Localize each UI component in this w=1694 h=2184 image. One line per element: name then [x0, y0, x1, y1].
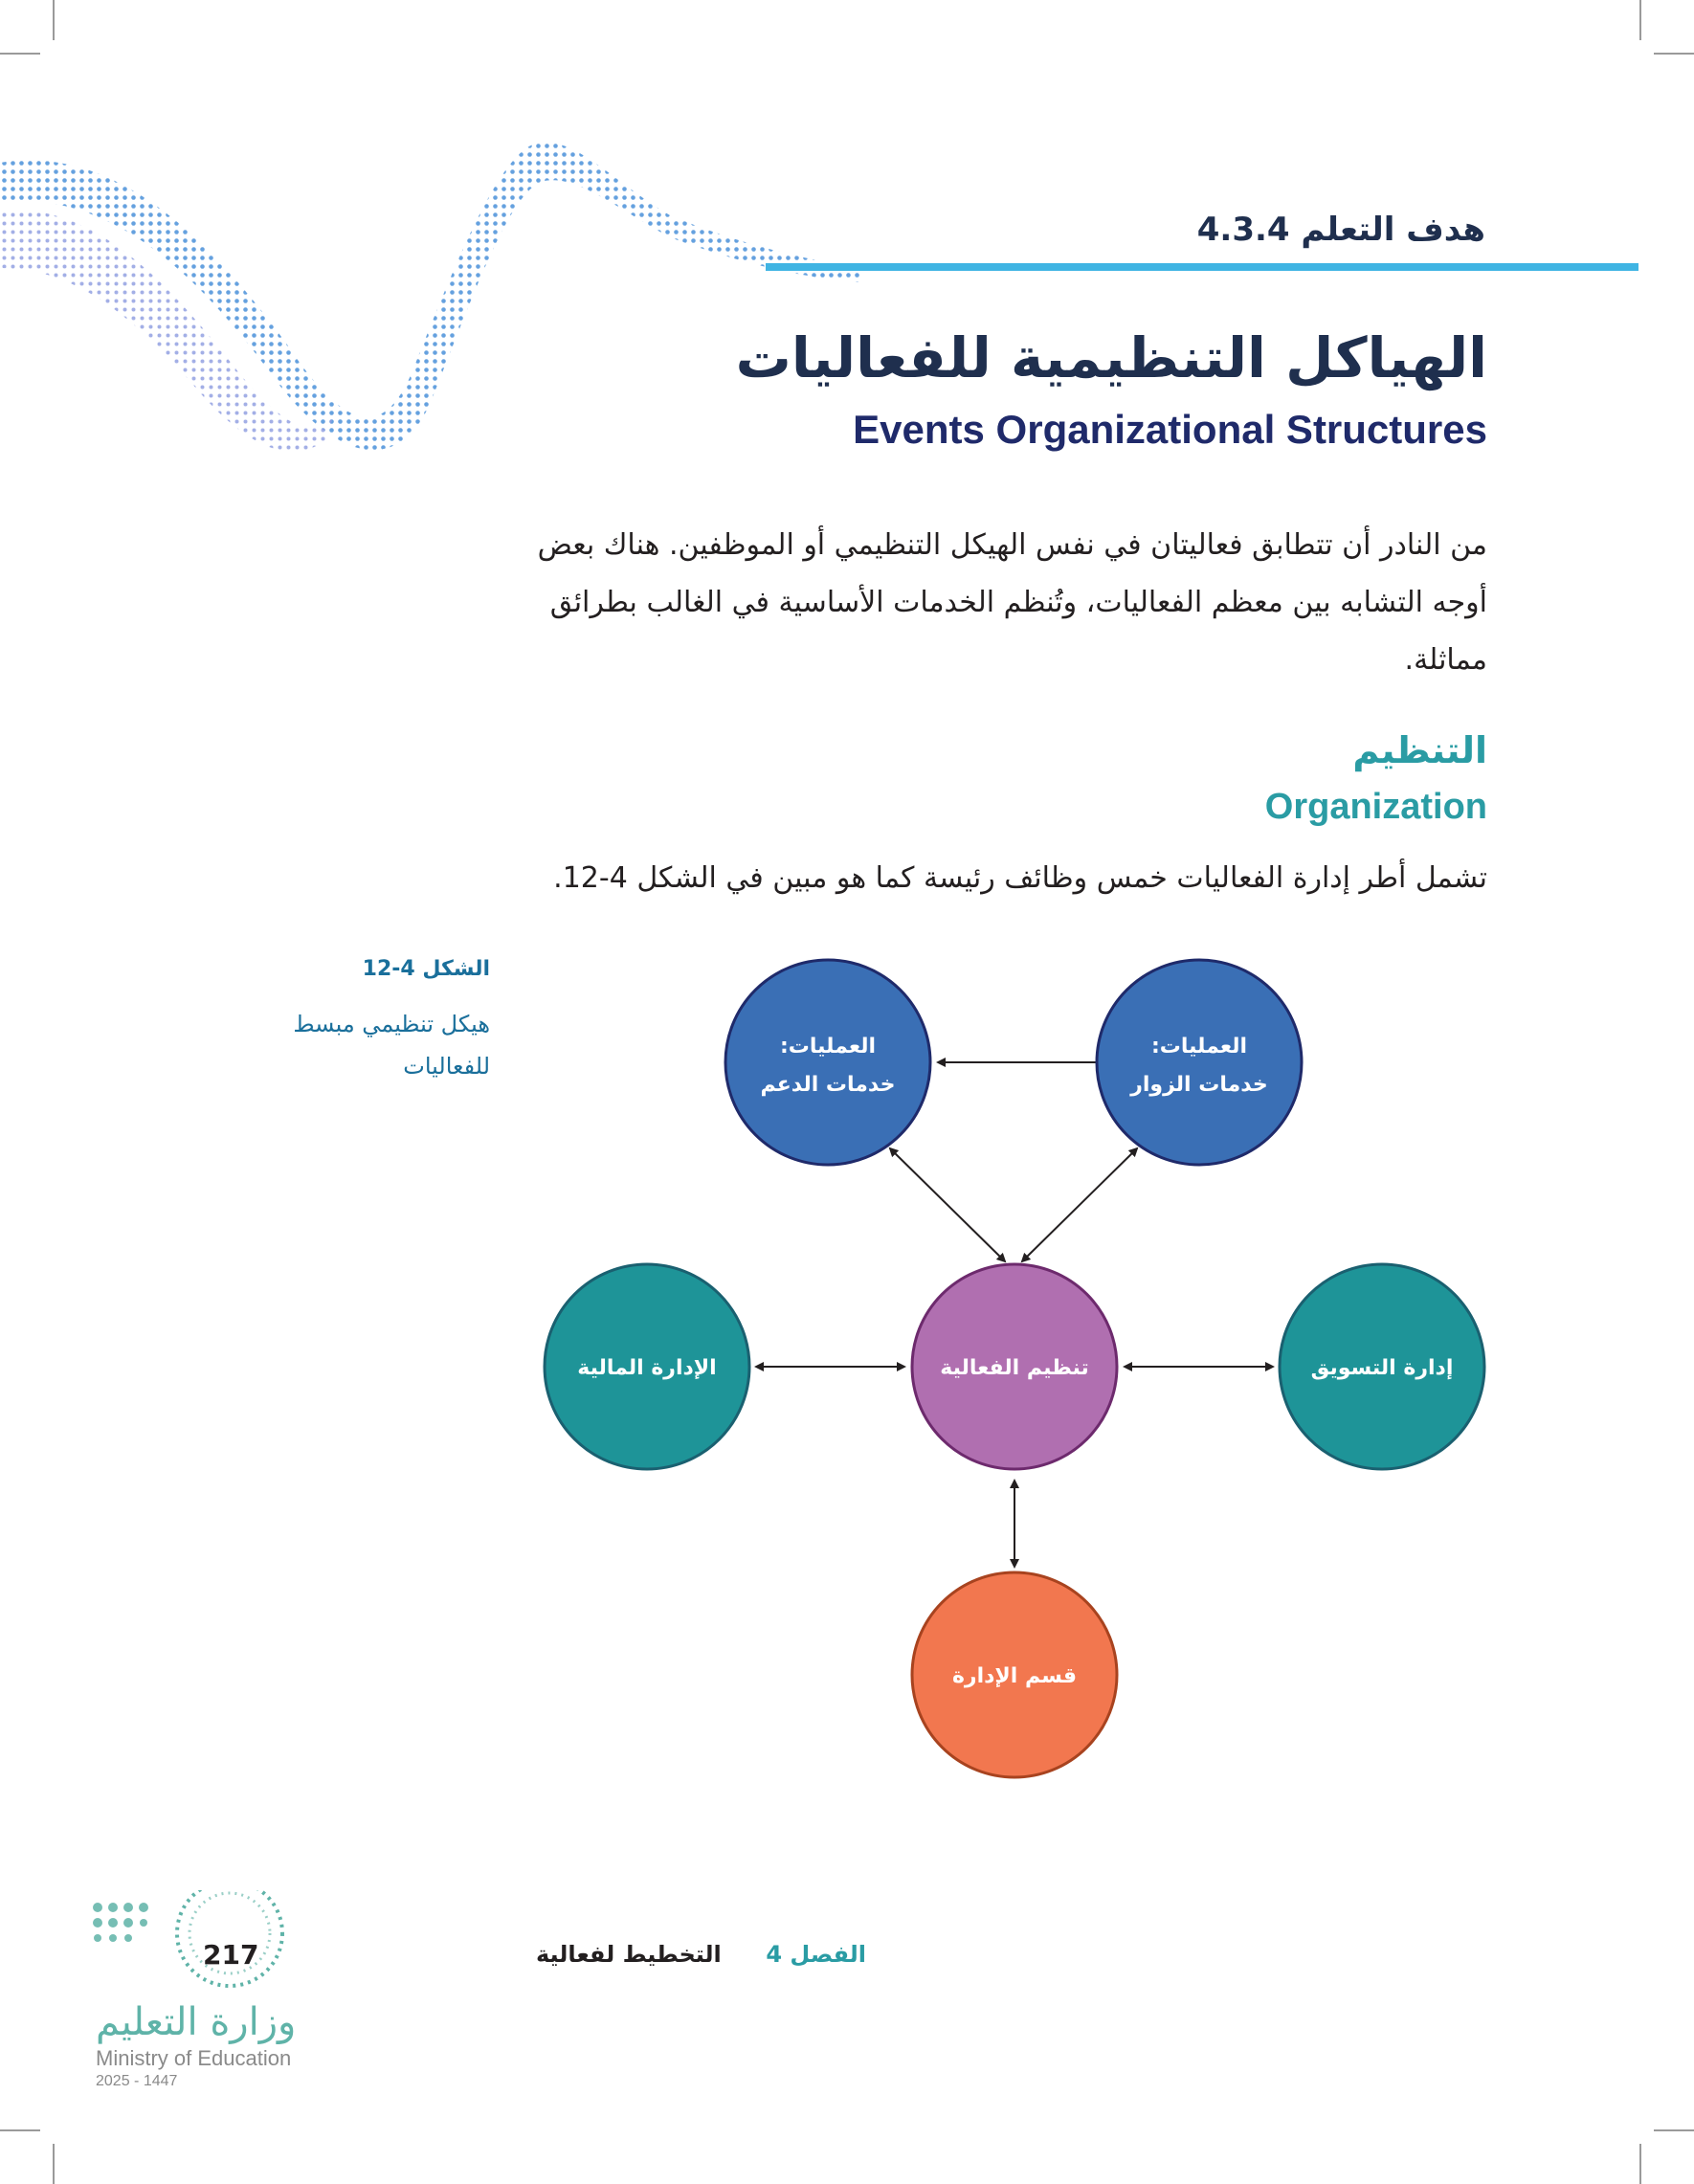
node-support-services [725, 960, 930, 1165]
node-financial-management [545, 1264, 749, 1469]
node-label: العمليات: [779, 1035, 877, 1059]
crop-mark [0, 2129, 40, 2131]
crop-mark [0, 53, 40, 55]
learning-goal: هدف التعلم 4.3.4 [1196, 211, 1485, 249]
ministry-name-en: Ministry of Education [96, 2046, 292, 2070]
connector-visitor-event [1022, 1148, 1137, 1261]
ministry-name-ar: وزارة التعليم [96, 2000, 297, 2044]
node-marketing-management [1280, 1264, 1484, 1469]
node-administration [912, 1572, 1117, 1777]
section-title-en: Organization [1264, 787, 1487, 827]
header-rule [766, 263, 1638, 271]
crop-mark [53, 2144, 55, 2184]
crop-mark [1654, 53, 1694, 55]
ministry-year: 2025 - 1447 [96, 2073, 178, 2089]
node-label: الإدارة المالية [577, 1356, 717, 1380]
node-label: خدمات الزوار [1130, 1073, 1268, 1097]
node-label: تنظيم الفعالية [940, 1356, 1089, 1380]
footer-chapter [536, 1941, 866, 1968]
intro-paragraph: من النادر أن تتطابق فعاليتان في نفس الهيكل التنظيمي أو الموظفين. هناك بعض أوجه التشابه بين معظم الفعاليات، وتُنظم الخدمات الأساسية في الغالب بطرائق مماثلة. [537, 528, 1487, 677]
node-event-organization [912, 1264, 1117, 1469]
footer-chapter-number: الفصل 4 [766, 1941, 866, 1968]
decorative-wave [0, 124, 861, 507]
section-title-ar: التنظيم [1352, 729, 1487, 771]
crop-mark [1654, 2129, 1694, 2131]
node-visitor-services [1097, 960, 1302, 1165]
section-text: تشمل أطر إدارة الفعاليات خمس وظائف رئيسة كما هو مبين في الشكل 4-12. [553, 861, 1487, 895]
figure-caption [241, 1003, 490, 1087]
crop-mark [1639, 0, 1641, 40]
org-structure-diagram [517, 938, 1512, 1847]
page-number: 217 [203, 1939, 259, 1971]
figure-caption-line: للفعاليات [403, 1053, 490, 1080]
footer-chapter-title: التخطيط لفعالية [536, 1941, 722, 1968]
connector-support-event [890, 1148, 1005, 1261]
node-circle [725, 960, 930, 1165]
node-label: إدارة التسويق [1310, 1356, 1454, 1380]
figure-caption-line: هيكل تنظيمي مبسط [293, 1011, 490, 1037]
page-title-en: Events Organizational Structures [853, 407, 1487, 452]
node-label: قسم الإدارة [951, 1664, 1078, 1688]
crop-mark [1639, 2144, 1641, 2184]
page-title-ar: الهياكل التنظيمية للفعاليات [735, 325, 1487, 390]
node-label: العمليات: [1150, 1035, 1248, 1059]
node-circle [1097, 960, 1302, 1165]
crop-mark [53, 0, 55, 40]
node-label: خدمات الدعم [760, 1073, 896, 1097]
figure-label: الشكل 4-12 [362, 957, 490, 981]
